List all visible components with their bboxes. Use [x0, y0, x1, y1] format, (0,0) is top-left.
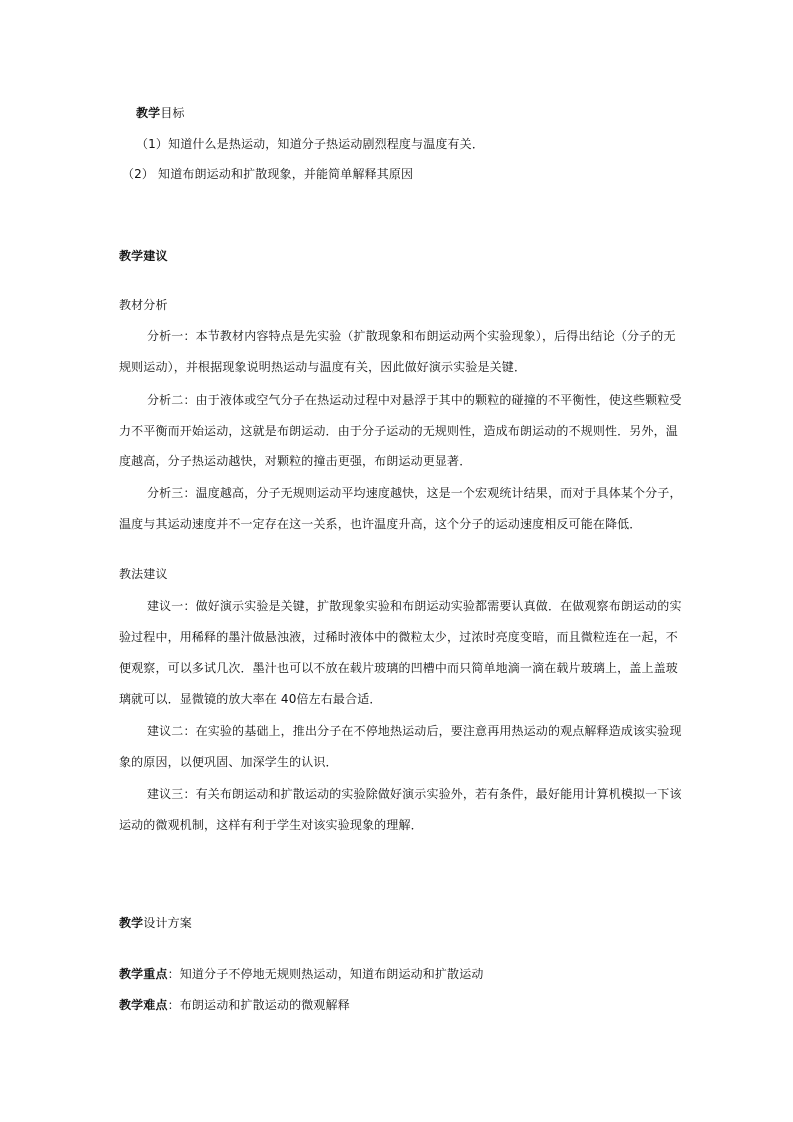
suggestion-1-line-3: 便观察，可以多试几次．墨汁也可以不放在载片玻璃的凹槽中而只简单地滴一滴在载片玻璃上，盖上盖玻	[119, 661, 678, 675]
analysis-1-line-1: 分析一：本节教材内容特点是先实验（扩散现象和布朗运动两个实验现象），后得出结论（分子的无	[147, 329, 676, 343]
analysis-1-line-2: 规则运动），并根据现象说明热运动与温度有关，因此做好演示实验是关键．	[119, 360, 527, 374]
suggestions-heading: 教学建议	[119, 249, 168, 263]
teaching-method-heading: 教法建议	[119, 567, 168, 581]
suggestion-1-line-1: 建议一：做好演示实验是关键，扩散现象实验和布朗运动实验都需要认真做．在做观察布朗运动的实	[147, 599, 682, 613]
suggestion-2-line-1: 建议二：在实验的基础上，推出分子在不停地热运动后，要注意再用热运动的观点解释造成该实验现	[147, 724, 682, 738]
key-point-label: 教学重点	[119, 967, 168, 981]
analysis-3-line-2: 温度与其运动速度并不一定存在这一关系，也许温度升高，这个分子的运动速度相反可能在降低．	[119, 517, 642, 531]
objective-item-1: （1）知道什么是热运动，知道分子热运动剧烈程度与温度有关．	[136, 137, 484, 151]
design-heading	[119, 915, 192, 931]
objectives-heading-rest: 目标	[160, 106, 185, 120]
difficult-point-label: 教学难点	[119, 998, 168, 1012]
analysis-2-line-1: 分析二：由于液体或空气分子在热运动过程中对悬浮于其中的颗粒的碰撞的不平衡性，使这些颗粒受	[147, 393, 682, 407]
suggestion-2-line-2: 象的原因，以便巩固、加深学生的认识．	[119, 755, 338, 769]
objectives-heading-bold: 教学	[136, 106, 161, 120]
design-heading-bold: 教学	[119, 916, 144, 930]
analysis-2-line-3: 度越高，分子热运动越快，对颗粒的撞击更强，布朗运动更显著．	[119, 454, 472, 468]
key-point-text: ：知道分子不停地无规则热运动，知道布朗运动和扩散运动	[167, 967, 484, 981]
objective-item-2: （2） 知道布朗运动和扩散现象，并能简单解释其原因	[122, 167, 414, 181]
difficult-point-text: ：布朗运动和扩散运动的微观解释	[167, 998, 350, 1012]
suggestion-1-line-2: 验过程中，用稀释的墨汁做悬浊液，过稀时液体中的微粒太少，过浓时亮度变暗，而且微粒连在一起，不	[119, 630, 678, 644]
key-point	[119, 966, 484, 982]
design-heading-rest: 设计方案	[143, 916, 192, 930]
analysis-3-line-1: 分析三：温度越高，分子无规则运动平均速度越快，这是一个宏观统计结果，而对于具体某个分子，	[147, 486, 682, 500]
suggestion-3-line-1: 建议三：有关布朗运动和扩散运动的实验除做好演示实验外，若有条件，最好能用计算机模拟一下该	[147, 787, 682, 801]
suggestion-1-line-4: 璃就可以．显微镜的放大率在 40倍左右最合适．	[119, 692, 382, 706]
material-analysis-heading: 教材分析	[119, 298, 168, 312]
objectives-heading	[136, 105, 185, 121]
difficult-point	[119, 997, 350, 1013]
analysis-2-line-2: 力不平衡而开始运动，这就是布朗运动．由于分子运动的无规则性，造成布朗运动的不规则性．另外，温	[119, 424, 678, 438]
suggestion-3-line-2: 运动的微观机制，这样有利于学生对该实验现象的理解．	[119, 818, 423, 832]
